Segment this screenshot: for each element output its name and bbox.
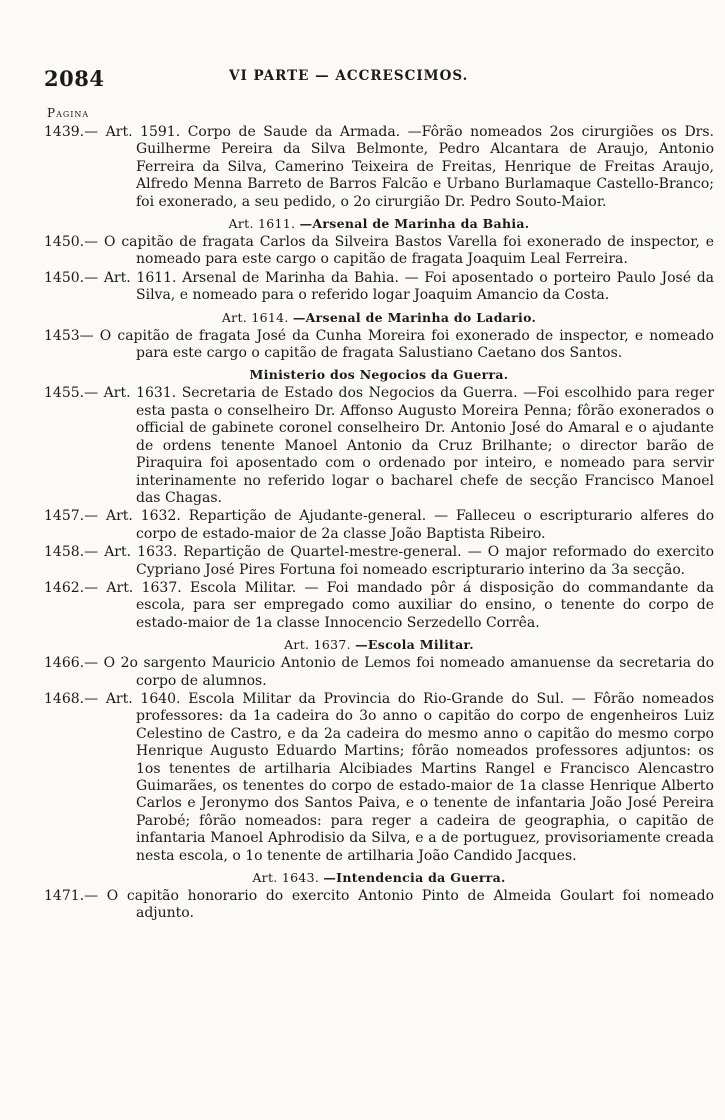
column-label: Pagina [47,106,90,120]
entry-page-number: 1457.— [44,508,106,525]
section-heading-title: —Arsenal de Marinha da Bahia. [299,216,530,232]
section-heading-title: —Escola Militar. [355,637,474,653]
entry-text: O capitão honorario do exercito Antonio Pinto de Almeida Goulart foi nomeado adjunto. [106,888,715,922]
section-heading-article: Art. 1611. [228,216,300,232]
document-body [44,124,714,924]
entry-page-number: 1462.— [44,579,107,596]
entry-paragraph [44,328,714,363]
entry-text: Art. 1591. Corpo de Saude da Armada. —Fôrão nomeados 2os cirurgiões os Drs. Guilherme Pereira da Silva Belmonte, Pedro Alcantara de Araujo, Antonio Ferreira da Silva, Camerino Teixeira de Freitas, Henrique de Freitas Araujo, Alfredo Menna Barreto de Barros Falcão e Urbano Burlamaque Castello-Branco; foi exonerado, a seu pedido, o 2o cirurgião Dr. Pedro Souto-Maior. [105,124,714,210]
entry-page-number: 1450.— [44,269,104,286]
entry-text: Art. 1632. Repartição de Ajudante-general. — Falleceu o escripturario alferes do corpo de estado-maior de 2a classe João Baptista Ribeiro. [105,508,714,542]
entry-text: Art. 1633. Repartição de Quartel-mestre-general. — O major reformado do exercito Cypriano José Pires Fortuna foi nomeado escripturario interino da 3a secção. [104,544,714,578]
entry-page-number: 1468.— [44,690,106,707]
entry-paragraph [44,508,714,543]
section-heading-article: Art. 1637. [284,637,356,653]
entry-page-number: 1450.— [44,234,104,251]
section-heading [44,367,714,382]
section-heading-title: Ministerio dos Negocios da Guerra. [249,367,509,383]
section-heading-title: —Arsenal de Marinha do Ladario. [292,309,537,325]
page-number: 2084 [44,66,105,91]
entry-text: Art. 1640. Escola Militar da Provincia do Rio-Grande do Sul. — Fôrão nomeados professores: da 1a cadeira do 3o anno o capitão do corpo de engenheiros Luiz Celestino de Castro, e da 2a cadeira do mesmo anno o capitão do mesmo corpo Henrique Augusto Eduardo Martins; fôrão nomeados professores adjuntos: os 1os tenentes de artilharia Alcibiades Martins Rangel e Francisco Alencastro Guimarães, os tenentes do corpo de estado-maior de 1a classe Henrique Alberto Carlos e Jeronymo dos Santos Paiva, e o tenente de infantaria João José Pereira Parobé; fôrão nomeados: para reger a cadeira de geographia, o capitão de infantaria Manoel Aphrodisio da Silva, e a de portuguez, provisoriamente creada nesta escola, o 1o tenente de artilharia João Candido Jacques. [105,690,715,864]
section-heading [44,870,714,885]
entry-page-number: 1458.— [44,544,105,561]
entry-paragraph [44,691,714,865]
entry-paragraph [44,544,714,579]
entry-paragraph [44,270,714,305]
entry-text: O 2o sargento Mauricio Antonio de Lemos foi nomeado amanuense da secretaria do corpo de alumnos. [103,655,714,689]
entry-text: Art. 1611. Arsenal de Marinha da Bahia. — Foi aposentado o porteiro Paulo José da Silva, e nomeado para o referido logar Joaquim Amancio da Costa. [103,269,715,304]
page-header [44,66,705,96]
entry-paragraph [44,580,714,632]
entry-paragraph [44,234,714,269]
entry-page-number: 1466.— [44,655,104,672]
section-heading-article: Art. 1614. [221,309,293,325]
entry-text: Art. 1631. Secretaria de Estado dos Negocios da Guerra. —Foi escolhido para reger esta pasta o conselheiro Dr. Affonso Augusto Moreira Penna; fôrão exonerados o official de gabinete coronel conselheiro Dr. Antonio José do Amaral e o ajudante de ordens tenente Manoel Antonio da Cruz Brilhante; o director barão de Piraquira foi aposentado com o ordenado por inteiro, e nomeado para servir interinamente no referido logar o bacharel chefe de secção Francisco Manoel das Chagas. [103,385,715,506]
entry-text: Art. 1637. Escola Militar. — Foi mandado pôr á disposição do commandante da escola, para ser empregado como auxiliar do ensino, o tenente do corpo de estado-maior de 1a classe Innocencio Serzedello Corrêa. [106,579,714,631]
section-heading [44,637,714,652]
entry-paragraph [44,655,714,690]
entry-paragraph [44,124,714,211]
section-heading [44,216,714,231]
section-heading [44,310,714,325]
section-heading-article: Art. 1643. [252,870,324,886]
entry-paragraph [44,888,714,923]
entry-paragraph [44,385,714,507]
entry-page-number: 1471.— [44,888,107,905]
entry-page-number: 1439.— [44,124,106,140]
running-title: VI PARTE — ACCRESCIMOS. [229,68,469,84]
entry-text: O capitão de fragata José da Cunha Moreira foi exonerado de inspector, e nomeado para este cargo o capitão de fragata Salustiano Caetano dos Santos. [99,327,714,362]
entry-page-number: 1453— [44,327,100,344]
entry-page-number: 1455.— [44,385,104,402]
section-heading-title: —Intendencia da Guerra. [323,870,506,886]
entry-text: O capitão de fragata Carlos da Silveira Bastos Varella foi exonerado de inspector, e nomeado para este cargo o capitão de fragata Joaquim Leal Ferreira. [103,234,714,268]
